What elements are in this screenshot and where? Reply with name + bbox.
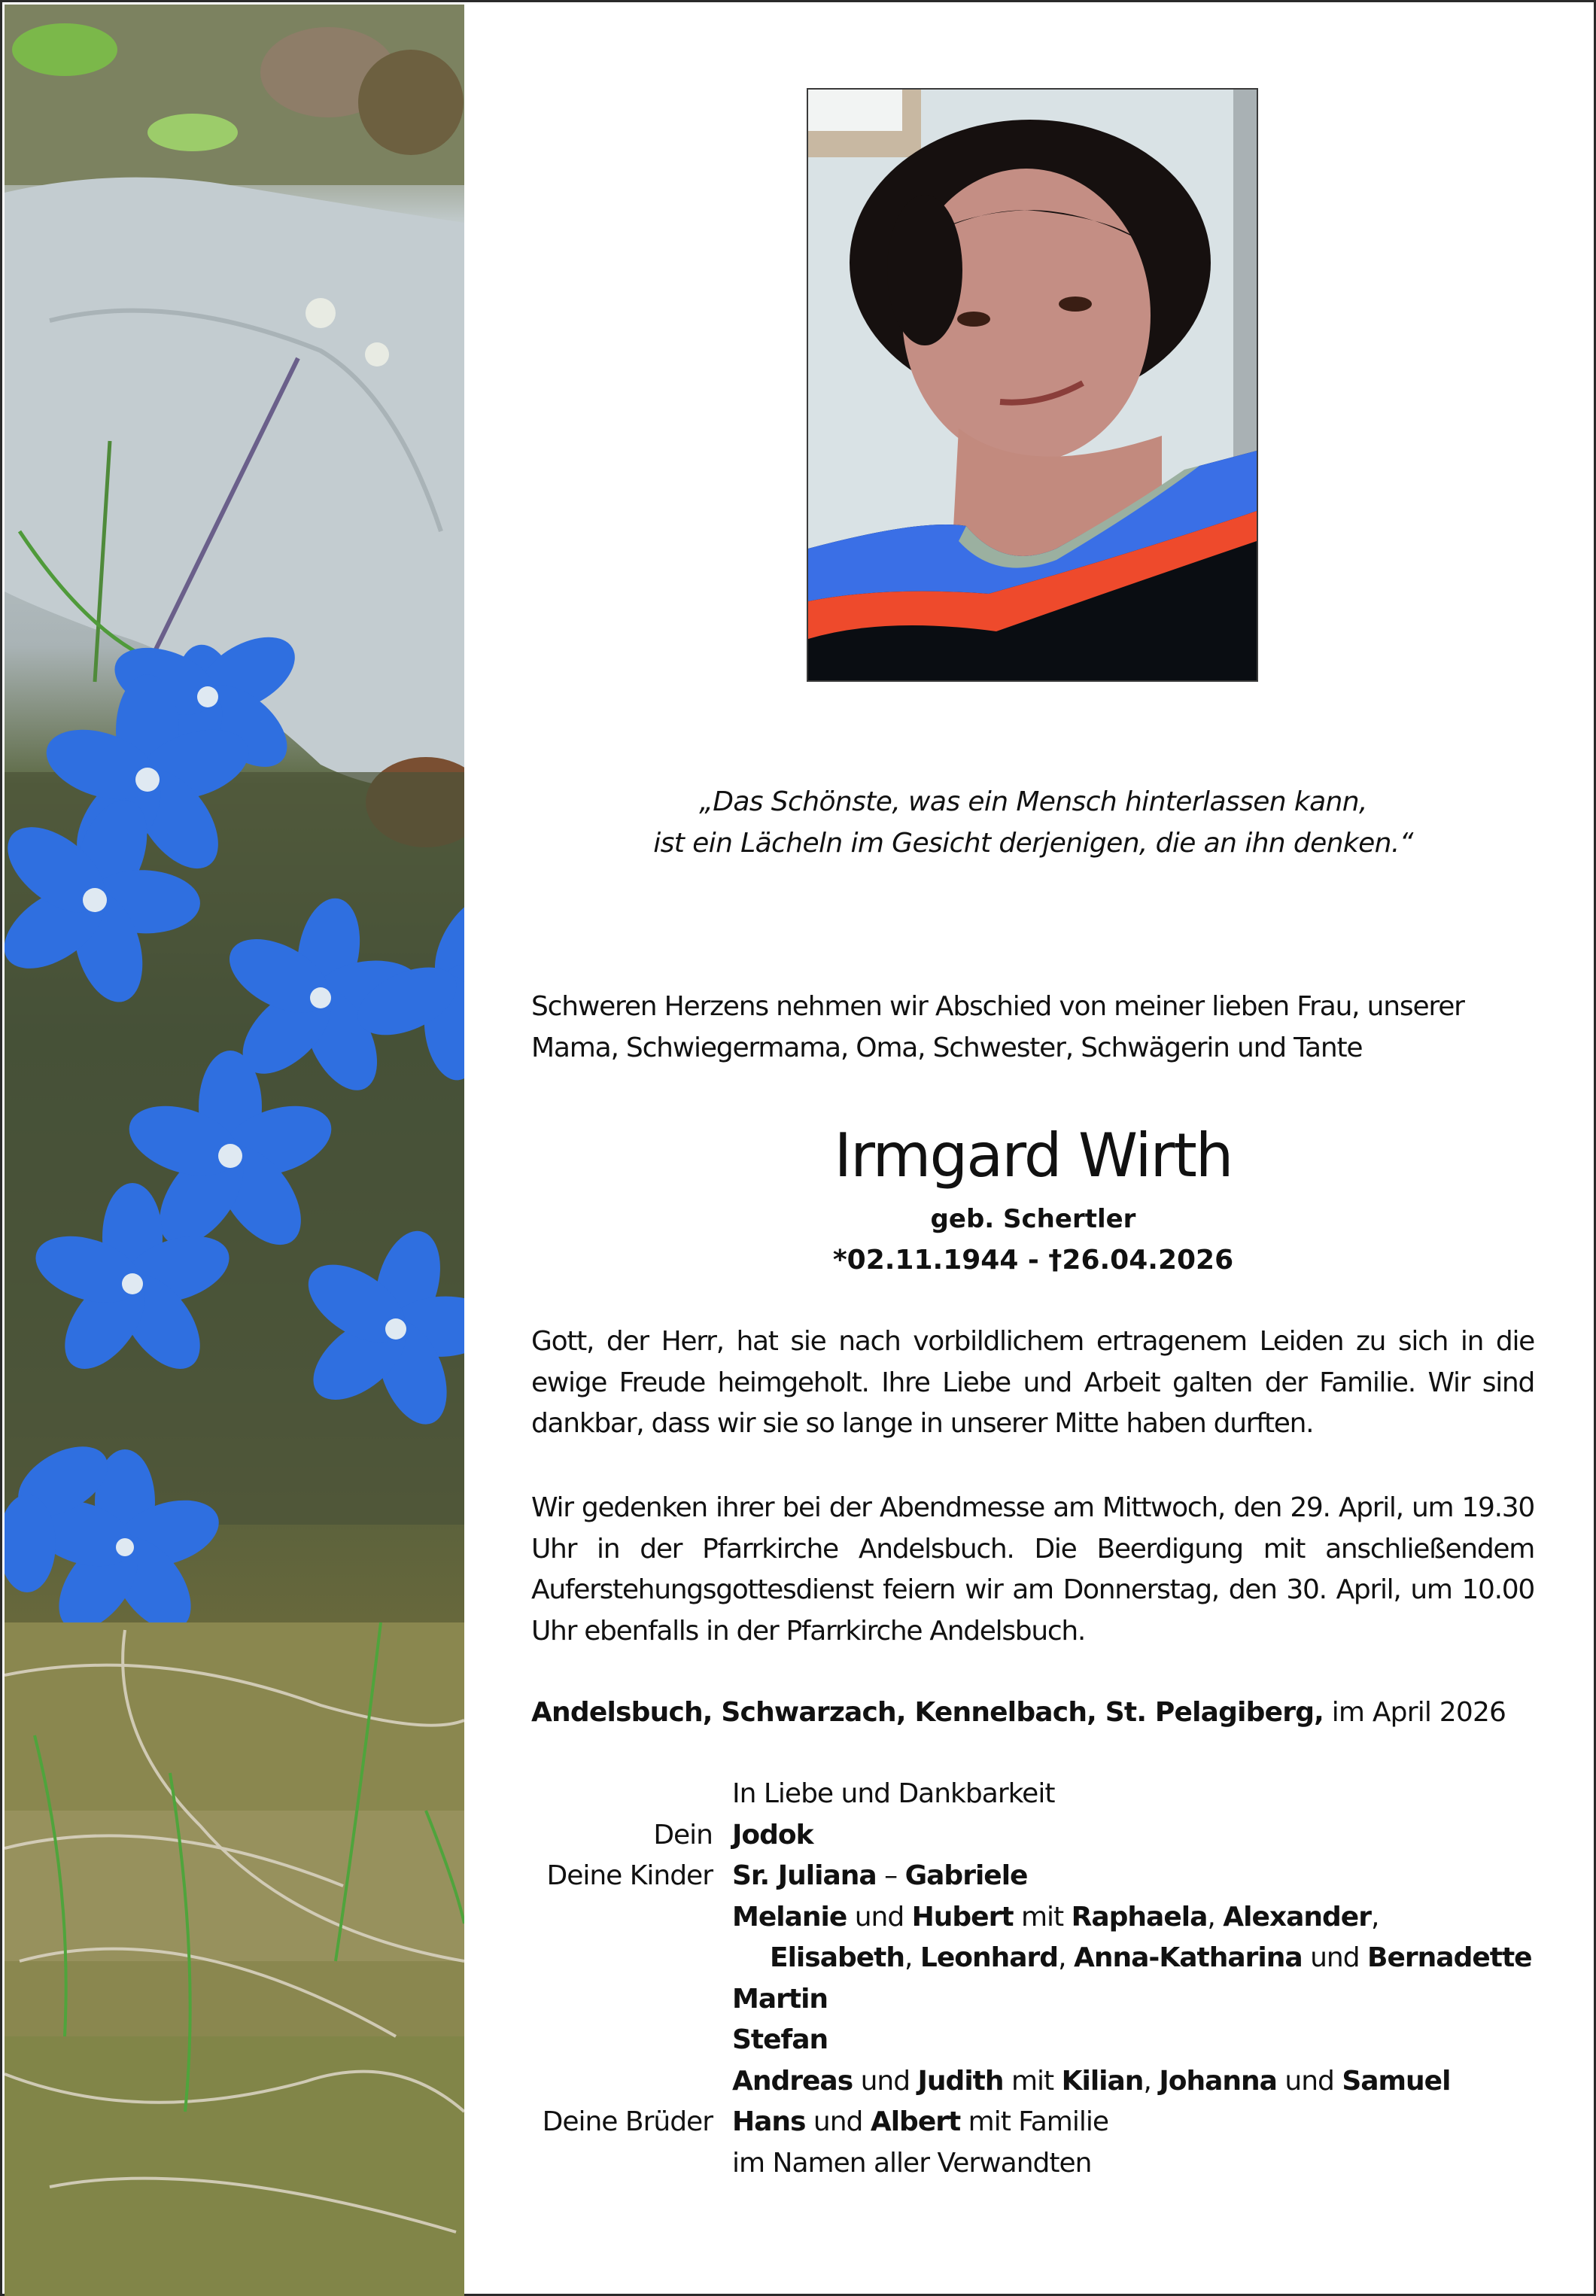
- relative-name: Judith: [917, 2065, 1004, 2097]
- relative-name: Martin: [732, 1983, 828, 2015]
- connector-text: ,: [904, 1942, 920, 1973]
- relative-name: Stefan: [732, 2024, 828, 2055]
- places-and-date: [531, 1692, 1506, 1733]
- connector-text: und: [1302, 1942, 1368, 1973]
- portrait-illustration: [808, 90, 1257, 680]
- relatives-names: [732, 1856, 1540, 1897]
- relative-name: Elisabeth: [770, 1942, 905, 1973]
- relatives-names: [732, 2102, 1540, 2143]
- relatives-names: [732, 2020, 1540, 2061]
- connector-text: mit: [1013, 1901, 1072, 1933]
- family-signatures: [531, 1774, 1540, 2184]
- relation-label: [531, 2061, 732, 2103]
- relative-name: Samuel: [1342, 2065, 1451, 2097]
- relative-name: Bernadette: [1367, 1942, 1532, 1973]
- closing-outro: im Namen aller Verwandten: [732, 2147, 1092, 2179]
- family-row: [531, 1938, 1540, 1979]
- relation-label: [531, 2020, 732, 2061]
- relative-name: Sr. Juliana: [732, 1860, 877, 1891]
- family-outro-row: [531, 2143, 1540, 2185]
- intro-line-1: Schweren Herzens nehmen wir Abschied von meiner lieben Frau, unserer: [531, 991, 1464, 1022]
- family-row: [531, 1815, 1540, 1857]
- relative-name: Anna-Katharina: [1073, 1942, 1303, 1973]
- intro-line-2: Mama, Schwiegermama, Oma, Schwester, Schwägerin und Tante: [531, 1032, 1363, 1063]
- side-flower-image: [5, 5, 464, 2296]
- relative-name: Johanna: [1159, 2065, 1277, 2097]
- relation-label: [531, 1979, 732, 2021]
- relative-name: Hans: [732, 2106, 806, 2137]
- relative-name: Alexander: [1223, 1901, 1371, 1933]
- deceased-name: Irmgard Wirth: [834, 1121, 1233, 1191]
- relatives-names: [732, 1979, 1540, 2021]
- relation-label: Dein: [653, 1819, 713, 1850]
- connector-text: und: [853, 2065, 918, 2097]
- quote-line-2: ist ein Lächeln im Gesicht derjenigen, die an ihn denken.“: [653, 828, 1413, 859]
- family-row: [531, 2020, 1540, 2061]
- relation-label: Deine Kinder: [546, 1860, 713, 1891]
- relatives-names: [732, 2061, 1540, 2103]
- relative-name: Gabriele: [904, 1860, 1028, 1891]
- relative-name: Melanie: [732, 1901, 847, 1933]
- paragraph-service-info: Wir gedenken ihrer bei der Abendmesse am Mittwoch, den 29. April, um 19.30 Uhr in der Pfarrkirche Andelsbuch. Die Beerdigung mit anschließendem Auferstehungsgottesdienst feiern wir am Donnerstag, den 30. April, um 10.00 Uhr ebenfalls in der Pfarrkirche Andelsbuch.: [531, 1492, 1534, 1647]
- memorial-quote: [529, 781, 1537, 864]
- life-dates: *02.11.1944 - †26.04.2026: [832, 1245, 1234, 1276]
- month-year: im April 2026: [1324, 1697, 1506, 1728]
- family-intro-row: [531, 1774, 1540, 1815]
- family-row: [531, 2061, 1540, 2103]
- relative-name: Kilian: [1061, 2065, 1144, 2097]
- relative-name: Andreas: [732, 2065, 853, 2097]
- intro-text: [531, 986, 1536, 1069]
- connector-text: ,: [1370, 1901, 1379, 1933]
- relatives-names: [732, 1815, 1540, 1857]
- relative-name: Albert: [870, 2106, 961, 2137]
- paragraph-tribute: Gott, der Herr, hat sie nach vorbildlichem ertragenem Leiden zu sich in die ewige Freude heimgeholt. Ihre Liebe und Arbeit galten der Familie. Wir sind dankbar, dass wir sie so lange in unserer Mitte haben durften.: [531, 1326, 1534, 1439]
- relative-name: Jodok: [732, 1819, 813, 1850]
- connector-text: ,: [1143, 2065, 1160, 2097]
- relative-name: Leonhard: [920, 1942, 1059, 1973]
- connector-text: ,: [1058, 1942, 1074, 1973]
- portrait-photo: [807, 88, 1258, 682]
- relatives-names: [732, 1938, 1540, 1979]
- connector-text: ,: [1207, 1901, 1224, 1933]
- relative-name: Raphaela: [1071, 1901, 1208, 1933]
- connector-text: und: [1276, 2065, 1342, 2097]
- relation-label: [531, 1938, 732, 1979]
- relative-name: Hubert: [911, 1901, 1014, 1933]
- connector-text: und: [847, 1901, 912, 1933]
- maiden-name: geb. Schertler: [930, 1204, 1136, 1234]
- gentian-flowers-illustration: [5, 5, 464, 2296]
- family-row: [531, 1979, 1540, 2021]
- connector-text: mit Familie: [960, 2106, 1108, 2137]
- relatives-names: [732, 1897, 1540, 1939]
- quote-line-1: „Das Schönste, was ein Mensch hinterlassen kann,: [699, 786, 1367, 817]
- connector-text: und: [805, 2106, 871, 2137]
- closing-intro: In Liebe und Dankbarkeit: [732, 1778, 1055, 1809]
- family-rows: [531, 1815, 1540, 2143]
- family-row: [531, 1897, 1540, 1939]
- relation-label: [531, 1897, 732, 1939]
- connector-text: –: [876, 1860, 905, 1891]
- family-row: [531, 2102, 1540, 2143]
- relation-label: Deine Brüder: [542, 2106, 713, 2137]
- places-list: Andelsbuch, Schwarzach, Kennelbach, St. Pelagiberg,: [531, 1697, 1324, 1728]
- connector-text: mit: [1003, 2065, 1062, 2097]
- family-row: [531, 1856, 1540, 1897]
